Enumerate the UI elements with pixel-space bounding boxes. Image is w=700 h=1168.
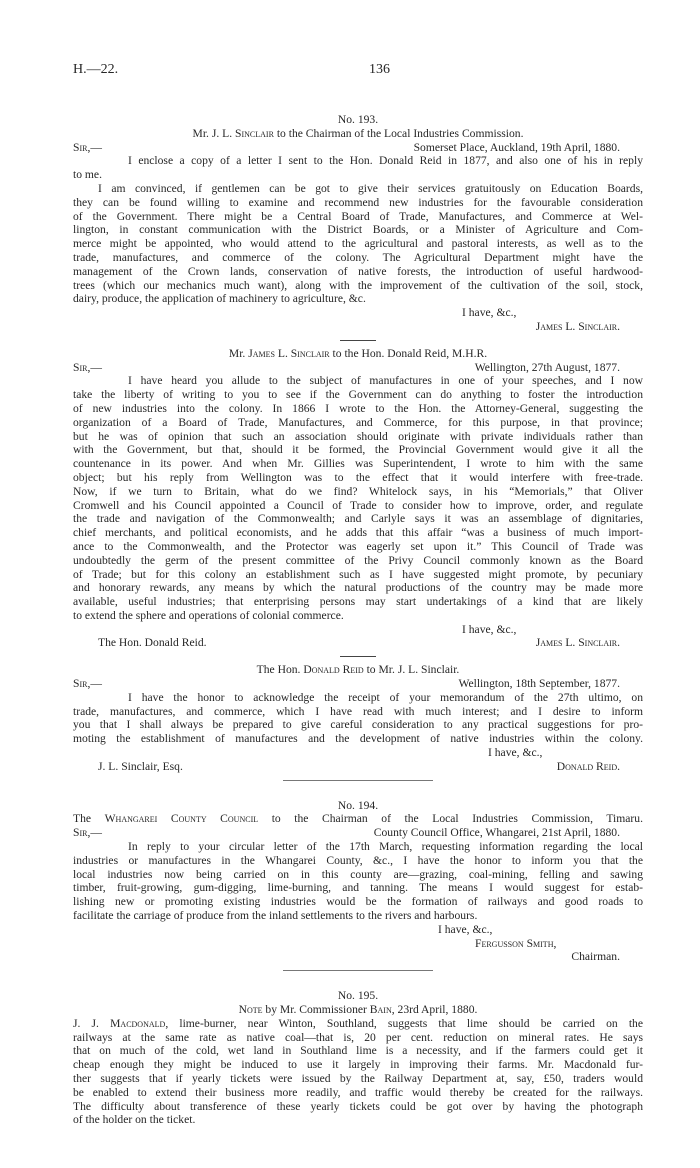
salutation: Sir,— xyxy=(73,360,102,374)
place-date: Somerset Place, Auckland, 19th April, 1880. xyxy=(413,140,620,154)
section-number: No. 194. xyxy=(337,798,379,812)
text-line: I have the honor to acknowledge the receipt of your memorandum of the 27th ultimo, on xyxy=(128,690,643,704)
text-line: timber, fruit-growing, gum-digging, lime-burning, and tanning. The means I would suggest for estab- xyxy=(73,881,643,895)
paragraph xyxy=(73,154,643,182)
note-title xyxy=(73,1003,643,1017)
text-line: lishing new or promoting existing industries would be the formation of railways and good roads to xyxy=(73,895,643,909)
text-line: available, useful industries; that enterprising persons may start undertakings of a kind that are likely xyxy=(73,595,643,609)
paragraph xyxy=(73,1017,643,1127)
line-text: , lime-burner, near Winton, Southland, suggests that lime should be carried on the xyxy=(165,1016,643,1030)
text-line: undoubtedly the germ of the present committee of the Privy Council commonly known as the Board xyxy=(73,553,643,567)
salutation: Sir,— xyxy=(73,677,102,691)
divider xyxy=(340,340,376,341)
place-date: Wellington, 27th August, 1877. xyxy=(474,360,620,374)
salutation-row xyxy=(73,361,643,375)
text-line: The difficulty about transference of these yearly tickets could be got over by having the photograph xyxy=(73,1099,643,1113)
text-line: cheap enough they might be induced to use it largely in improving their farms. Mr. Macdonald fur- xyxy=(73,1058,643,1072)
text-line: trees (which our mechanics much want), along with the improvement of the cultivation of the soil, stock, xyxy=(73,278,643,292)
place-date: Wellington, 18th September, 1877. xyxy=(458,677,620,691)
text-line: trade, manufactures, and commerce, which I have read with much interest; and I desire to inform xyxy=(73,704,643,718)
text-line: lington, in constant communication with the District Boards, or a Minister of Agriculture and Com- xyxy=(73,223,643,237)
page-number: 136 xyxy=(369,62,390,77)
section-number: No. 193. xyxy=(337,113,379,126)
text-line: they can be found willing to examine and recommend new industries for the favourable consideration xyxy=(73,195,643,209)
text-line: organization of a Board of Trade, Manufactures, and Commerce, for this purpose, in that province; xyxy=(73,415,643,429)
paragraph xyxy=(73,840,643,923)
document-page xyxy=(73,62,643,1127)
text-line: facilitate the carriage of produce from the inland settlements to the rivers and harbours. xyxy=(73,909,478,923)
text-line: In reply to your circular letter of the 17th March, requesting information regarding the local xyxy=(128,840,643,854)
salutation-row xyxy=(73,141,643,155)
place-date: County Council Office, Whangarei, 21st April, 1880. xyxy=(373,826,620,840)
text-line: I am convinced, if gentlemen can be got to give their services gratuitously on Education Boards, xyxy=(98,181,643,195)
paragraph xyxy=(73,182,643,306)
text-line: with the Government, but that, should it be formed, the Provincial Government would give it all the xyxy=(73,443,643,457)
title-text: to the Chairman of the Local Industries Commission. xyxy=(273,126,524,140)
title-text: The Hon. xyxy=(256,663,304,677)
text-line: object; but his reply from Wellington was to the effect that it would interfere with free-trade. xyxy=(73,470,643,484)
text-line: of the Government. There might be a Central Board of Trade, Manufactures, and Commerce at Wel- xyxy=(73,209,643,223)
title-text: Mr. xyxy=(228,346,249,360)
signature: James L. Sinclair. xyxy=(535,636,620,650)
person-name: Macdonald xyxy=(110,1016,166,1030)
text-line: local industries now being carried on in this county are—grazing, coal-mining, felling and sawing xyxy=(73,867,643,881)
divider xyxy=(283,780,433,781)
title-text: Mr. J. L. xyxy=(192,126,236,140)
text-line: industries or manufactures in the Whangarei County, &c., I have the honor to inform you that the xyxy=(73,853,643,867)
closing: I have, &c., xyxy=(438,922,493,936)
text-line: to me. xyxy=(73,168,102,182)
text-line: of Trade; but for this colony an establishment such as I have suggested might promote, by pecuniary xyxy=(73,567,643,581)
page-header xyxy=(73,62,643,78)
text-line: dairy, produce, the application of machinery to agriculture, &c. xyxy=(73,292,366,306)
divider xyxy=(340,656,376,657)
closing: I have, &c., xyxy=(462,622,517,636)
text-line: you that I shall always be prepared to give careful consideration to any practical suggestions for pro- xyxy=(73,718,643,732)
line-text: J. J. xyxy=(73,1016,111,1030)
title-text: to the Hon. Donald Reid, M.H.R. xyxy=(329,346,488,360)
text-line: Now, if we turn to Britain, what do we find? Whitelock says, in his “Memorials,” that Oliver xyxy=(73,484,643,498)
title-name: James L. Sinclair xyxy=(248,346,330,360)
text-line: and honorary rewards, any means by which the natural productions of the country may be made more xyxy=(73,581,643,595)
letter-title xyxy=(73,663,643,677)
title-name: Sinclair xyxy=(235,126,274,140)
salutation: Sir,— xyxy=(73,140,102,154)
text-line: I enclose a copy of a letter I sent to the Hon. Donald Reid in 1877, and also one of his in reply xyxy=(128,154,643,168)
section-number: No. 195. xyxy=(337,989,379,1003)
divider xyxy=(283,970,433,971)
text-line: but he was of opinion that such an association should originate with private individuals rather than xyxy=(73,429,643,443)
text-line: railways at the same rate as native coal—that is, 20 per cent. reduction on mineral rates. He says xyxy=(73,1030,643,1044)
title-text: to Mr. J. L. Sinclair. xyxy=(363,663,460,677)
text-line: management of the Crown lands, conservation of native forests, the introduction of useful hardwood- xyxy=(73,264,643,278)
paragraph-lines xyxy=(73,1031,643,1128)
addressee-row xyxy=(73,636,643,650)
signature xyxy=(73,937,643,951)
signature: James L. Sinclair. xyxy=(535,319,620,333)
closing: I have, &c., xyxy=(462,306,517,320)
title-name: Note xyxy=(238,1003,263,1017)
letter-title xyxy=(73,127,643,141)
letter-title xyxy=(73,347,643,361)
title-name: Whangarei County Council xyxy=(104,812,259,826)
title-name: Bain xyxy=(369,1003,392,1017)
signature: Donald Reid. xyxy=(556,759,620,773)
title-name: Donald Reid xyxy=(303,663,364,677)
text-line: be enabled to extend their business more readily, and traffic would thereby be created for the railways. xyxy=(73,1085,643,1099)
text-line: ther suggests that if yearly tickets were issued by the Railway Department at, say, £50, traders would xyxy=(73,1072,643,1085)
text-line: I have heard you allude to the subject of manufactures in one of your speeches, and I now xyxy=(128,374,643,388)
title-text: , 23rd April, 1880. xyxy=(391,1003,478,1017)
addressee: J. L. Sinclair, Esq. xyxy=(98,759,183,773)
letter-title xyxy=(73,812,643,826)
text-line: merce might be appointed, who would attend to the agricultural and pastoral interests, as well as to the xyxy=(73,237,643,251)
addressee: The Hon. Donald Reid. xyxy=(98,636,207,650)
signature-title: Chairman. xyxy=(571,950,620,964)
salutation-row xyxy=(73,677,643,691)
paragraph xyxy=(73,374,643,622)
paragraph xyxy=(73,691,643,746)
closing: I have, &c., xyxy=(488,746,543,760)
text-line: Cromwell and his Council appointed a Council of Trade to consider how to improve, order, and regulate xyxy=(73,498,643,512)
text-line: chief merchants, and political economists, and he adds that this affair “was a business of much import- xyxy=(73,526,643,540)
salutation-row xyxy=(73,826,643,840)
text-line: take the liberty of writing to you to see if the Government can do anything to foster the introduction xyxy=(73,388,643,402)
addressee-row xyxy=(73,760,643,774)
text-line: to extend the sphere and operations of colonial commerce. xyxy=(73,608,344,622)
text-line: ance to the Commonwealth, and the Protector was eagerly set upon it.” This Council of Trade was xyxy=(73,539,643,553)
text-line: of the holder on the ticket. xyxy=(73,1113,196,1127)
document-reference: H.—22. xyxy=(73,62,119,77)
text-line: of new industries into the colony. In 1866 I wrote to the Hon. the Attorney-General, suggesting the xyxy=(73,401,643,415)
text-line: moting the establishment of manufactures and the development of native industries within the colony. xyxy=(73,732,643,746)
text-line: countenance in its power. And when Mr. Gillies was Superintendent, I wrote to him with the same xyxy=(73,457,643,471)
salutation: Sir,— xyxy=(73,826,102,840)
signature-name: Fergusson Smith, xyxy=(475,936,557,950)
text-line xyxy=(73,1017,643,1031)
text-line: the trade and navigation of the Commonwealth; and Carlyle says it was an assemblage of dignitaries, xyxy=(73,512,643,526)
title-text: by Mr. Commissioner xyxy=(262,1003,370,1017)
text-line: trade, manufactures, and commerce of the colony. The Agricultural Department might have the xyxy=(73,250,643,264)
text-line: that on much of the cold, wet land in Southland lime is a necessity, and if the farmers could get it xyxy=(73,1044,643,1058)
title-text: The xyxy=(73,812,105,826)
title-text: to the Chairman of the Local Industries Commission, Timaru. xyxy=(258,812,643,826)
